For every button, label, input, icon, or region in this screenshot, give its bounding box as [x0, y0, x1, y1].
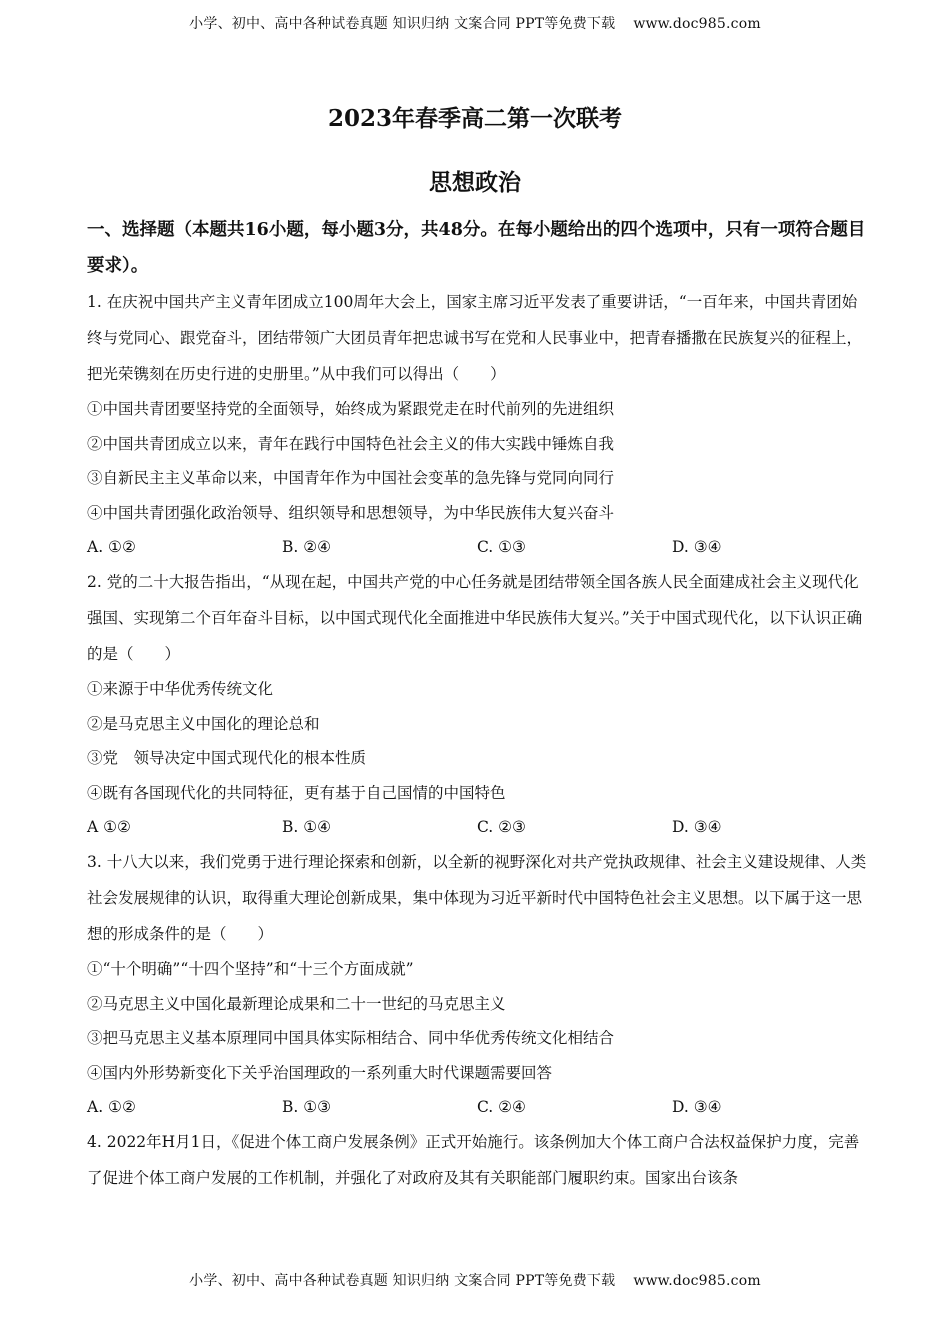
- footer-url[interactable]: www.doc985.com: [633, 1273, 761, 1289]
- answer-choices: [87, 810, 869, 844]
- choice-b: B. ①④: [282, 818, 332, 836]
- statement: ④国内外形势新变化下关乎治国理政的一系列重大时代课题需要回答: [87, 1063, 553, 1082]
- question-stem: 4. 2022年H月1日，《促进个体工商户发展条例》正式开始施行。该条例加大个体工商户合法权益保护力度，完善了促进个体工商户发展的工作机制，并强化了对政府及其有关职能部门履职约束。国家出台该条: [87, 1133, 860, 1187]
- choice-d: D. ③④: [672, 538, 722, 556]
- statement: ②马克思主义中国化最新理论成果和二十一世纪的马克思主义: [87, 994, 506, 1013]
- question-stem: 1. 在庆祝中国共产主义青年团成立100周年大会上，国家主席习近平发表了重要讲话，“一百年来，中国共青团始终与党同心、跟党奋斗，团结带领广大团员青年把忠诚书写在党和人民事业中，把青春播撒在民族复兴的征程上，把光荣镌刻在历史行进的史册里。”从中我们可以得出（ ）: [87, 293, 863, 383]
- section-heading: 一、选择题（本题共16小题，每小题3分，共48分。在每小题给出的四个选项中，只有一项符合题目要求）。: [87, 220, 866, 276]
- question-3: [87, 844, 869, 1124]
- statement: ①“十个明确”“十四个坚持”和“十三个方面成就”: [87, 960, 414, 978]
- choice-c: C. ②④: [477, 1098, 526, 1116]
- subject-title: 思想政治: [429, 169, 521, 196]
- choice-a: A ①②: [87, 818, 131, 836]
- choice-d: D. ③④: [672, 1098, 722, 1116]
- page-footer: [0, 1270, 950, 1290]
- page-header: [0, 13, 950, 33]
- statement: ②是马克思主义中国化的理论总和: [87, 714, 320, 733]
- statement: ③把马克思主义基本原理同中国具体实际相结合、同中华优秀传统文化相结合: [87, 1029, 615, 1047]
- answer-choices: [87, 1090, 869, 1124]
- choice-b: B. ②④: [282, 538, 332, 556]
- footer-text: 小学、初中、高中各种试卷真题 知识归纳 文案合同 PPT等免费下载: [189, 1273, 616, 1289]
- question-stem: 3. 十八大以来，我们党勇于进行理论探索和创新，以全新的视野深化对共产党执政规律、社会主义建设规律、人类社会发展规律的认识，取得重大理论创新成果，集中体现为习近平新时代中国特色社会主义思想。以下属于这一思想的形成条件的是（ ）: [87, 853, 867, 943]
- choice-c: C. ①③: [477, 538, 526, 556]
- choice-a: A. ①②: [87, 1098, 136, 1116]
- exam-title: 2023年春季高二第一次联考: [327, 105, 622, 132]
- header-url[interactable]: www.doc985.com: [633, 16, 761, 32]
- statement: ④中国共青团强化政治领导、组织领导和思想领导，为中华民族伟大复兴奋斗: [87, 503, 615, 522]
- statement: ①来源于中华优秀传统文化: [87, 680, 274, 698]
- answer-choices: [87, 530, 869, 564]
- exam-content: [87, 212, 869, 1196]
- statement: ③党 领导决定中国式现代化的根本性质: [87, 749, 367, 767]
- question-1: [87, 284, 869, 564]
- choice-a: A. ①②: [87, 538, 136, 556]
- statement: ④既有各国现代化的共同特征，更有基于自己国情的中国特色: [87, 783, 506, 802]
- choice-b: B. ①③: [282, 1098, 332, 1116]
- question-stem: 2. 党的二十大报告指出，“从现在起，中国共产党的中心任务就是团结带领全国各族人民全面建成社会主义现代化强国、实现第二个百年奋斗目标，以中国式现代化全面推进中华民族伟大复兴。”关于中国式现代化，以下认识正确的是（ ）: [87, 573, 863, 663]
- statement: ③自新民主主义革命以来，中国青年作为中国社会变革的急先锋与党同向同行: [87, 469, 615, 487]
- question-4: [87, 1124, 869, 1196]
- choice-c: C. ②③: [477, 818, 526, 836]
- statement: ①中国共青团要坚持党的全面领导，始终成为紧跟党走在时代前列的先进组织: [87, 400, 615, 418]
- question-2: [87, 564, 869, 844]
- statement: ②中国共青团成立以来，青年在践行中国特色社会主义的伟大实践中锤炼自我: [87, 434, 615, 453]
- header-text: 小学、初中、高中各种试卷真题 知识归纳 文案合同 PPT等免费下载: [189, 16, 616, 32]
- choice-d: D. ③④: [672, 818, 722, 836]
